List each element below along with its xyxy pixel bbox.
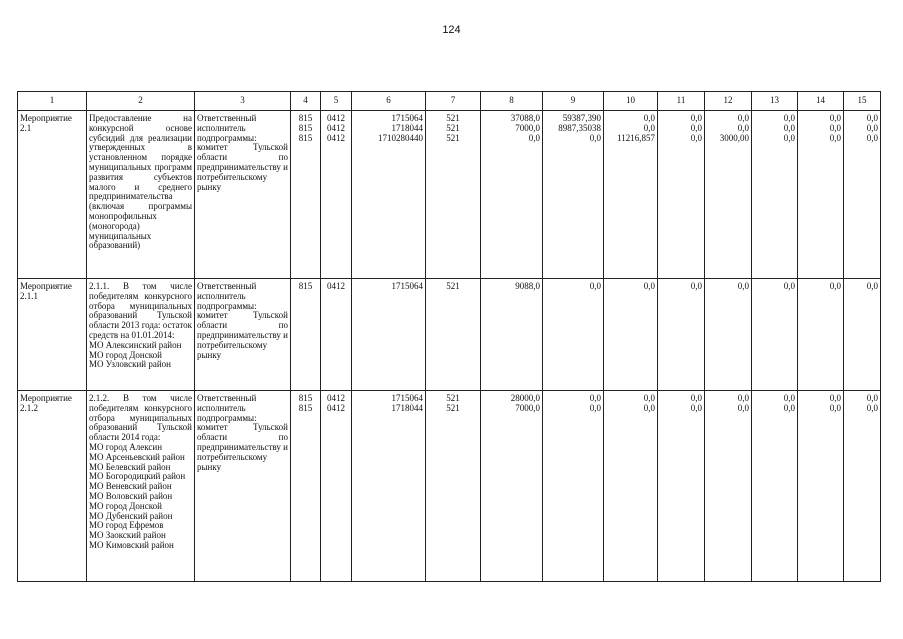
cell-col-14: 0,0 0,0 0,0 — [798, 111, 844, 279]
cell-col-8: 9088,0 — [481, 279, 543, 391]
column-header: 13 — [752, 92, 798, 111]
cell-col-12: 0,0 0,0 — [705, 391, 752, 582]
column-header: 10 — [604, 92, 658, 111]
measure-description: 2.1.1. В том числе победителям конкурсного отбора муниципальных образований Тульской области 2013 года: остаток средств на 01.01.2014: — [89, 281, 192, 340]
cell-col-7: 521 521 521 — [426, 111, 481, 279]
cell-col-7: 521 521 — [426, 391, 481, 582]
list-item: МО Воловский район — [89, 490, 173, 501]
measure-description-cell — [87, 391, 195, 582]
column-header: 2 — [87, 92, 195, 111]
cell-col-10: 0,0 0,0 — [604, 391, 658, 582]
column-header: 12 — [705, 92, 752, 111]
municipality-list — [89, 443, 192, 551]
list-item: МО Кимовский район — [89, 539, 174, 550]
cell-col-8: 37088,0 7000,0 0,0 — [481, 111, 543, 279]
cell-col-11: 0,0 0,0 0,0 — [658, 111, 705, 279]
list-item: МО Веневский район — [89, 481, 172, 492]
municipality-list — [89, 341, 192, 370]
list-item: МО Дубенский район — [89, 510, 173, 521]
cell-col-11: 0,0 0,0 — [658, 391, 705, 582]
cell-col-9: 0,0 0,0 — [543, 391, 604, 582]
list-item: МО город Ефремов — [89, 520, 164, 531]
column-header: 7 — [426, 92, 481, 111]
table-row — [18, 391, 881, 582]
responsible-executor: Ответственный исполнитель подпрограммы: комитет Тульской области по предпринимательству и потребительскому рынку — [195, 391, 291, 582]
column-header: 9 — [543, 92, 604, 111]
measure-name: Мероприятие 2.1 — [18, 111, 87, 279]
cell-col-4: 815 815 815 — [291, 111, 321, 279]
cell-col-14: 0,0 0,0 — [798, 391, 844, 582]
page-number: 124 — [442, 24, 461, 36]
cell-col-10: 0,0 — [604, 279, 658, 391]
table-row — [18, 279, 881, 391]
cell-col-4: 815 815 — [291, 391, 321, 582]
list-item: МО Арсеньевский район — [89, 451, 185, 462]
cell-col-15: 0,0 — [844, 279, 881, 391]
cell-col-14: 0,0 — [798, 279, 844, 391]
cell-col-5: 0412 0412 0412 — [321, 111, 352, 279]
list-item: МО Узловский район — [89, 359, 171, 370]
cell-col-12: 0,0 — [705, 279, 752, 391]
cell-col-4: 815 — [291, 279, 321, 391]
list-item: МО Алексинский район — [89, 339, 182, 350]
cell-col-9: 59387,390 8987,35038 0,0 — [543, 111, 604, 279]
column-header: 14 — [798, 92, 844, 111]
cell-col-13: 0,0 0,0 0,0 — [752, 111, 798, 279]
cell-col-6: 1715064 1718044 — [352, 391, 426, 582]
cell-col-6: 1715064 1718044 1710280440 — [352, 111, 426, 279]
budget-table — [17, 91, 881, 582]
cell-col-15: 0,0 0,0 0,0 — [844, 111, 881, 279]
column-header: 3 — [195, 92, 291, 111]
column-header: 6 — [352, 92, 426, 111]
list-item: МО город Алексин — [89, 441, 163, 452]
list-item: МО Богородицкий район — [89, 471, 186, 482]
cell-col-15: 0,0 0,0 — [844, 391, 881, 582]
cell-col-11: 0,0 — [658, 279, 705, 391]
column-number-row — [18, 92, 881, 111]
column-header: 15 — [844, 92, 881, 111]
table-row — [18, 111, 881, 279]
list-item: МО город Донской — [89, 349, 162, 360]
cell-col-13: 0,0 0,0 — [752, 391, 798, 582]
measure-name: Мероприятие 2.1.1 — [18, 279, 87, 391]
cell-col-13: 0,0 — [752, 279, 798, 391]
cell-col-8: 28000,0 7000,0 — [481, 391, 543, 582]
column-header: 11 — [658, 92, 705, 111]
column-header: 5 — [321, 92, 352, 111]
cell-col-12: 0,0 0,0 3000,00 — [705, 111, 752, 279]
measure-description-cell — [87, 279, 195, 391]
cell-col-5: 0412 — [321, 279, 352, 391]
measure-description: 2.1.2. В том числе победителям конкурсного отбора муниципальных образований Тульской области 2014 года: — [89, 393, 192, 443]
cell-col-9: 0,0 — [543, 279, 604, 391]
column-header: 8 — [481, 92, 543, 111]
cell-col-7: 521 — [426, 279, 481, 391]
cell-col-10: 0,0 0,0 11216,857 — [604, 111, 658, 279]
cell-col-6: 1715064 — [352, 279, 426, 391]
responsible-executor: Ответственный исполнитель подпрограммы: комитет Тульской области по предпринимательству и потребительскому рынку — [195, 111, 291, 279]
list-item: МО город Донской — [89, 500, 162, 511]
measure-description: Предоставление на конкурсной основе субсидий для реализации утвержденных в установленном порядке муниципальных программ развития субъектов малого и среднего предпринимательства (включая программы монопрофильных (моногорода) муниципальных образований) — [87, 111, 195, 279]
column-header: 1 — [18, 92, 87, 111]
column-header: 4 — [291, 92, 321, 111]
responsible-executor: Ответственный исполнитель подпрограммы: комитет Тульской области по предпринимательству и потребительскому рынку — [195, 279, 291, 391]
measure-name: Мероприятие 2.1.2 — [18, 391, 87, 582]
list-item: МО Белевский район — [89, 461, 171, 472]
list-item: МО Заокский район — [89, 530, 166, 541]
cell-col-5: 0412 0412 — [321, 391, 352, 582]
